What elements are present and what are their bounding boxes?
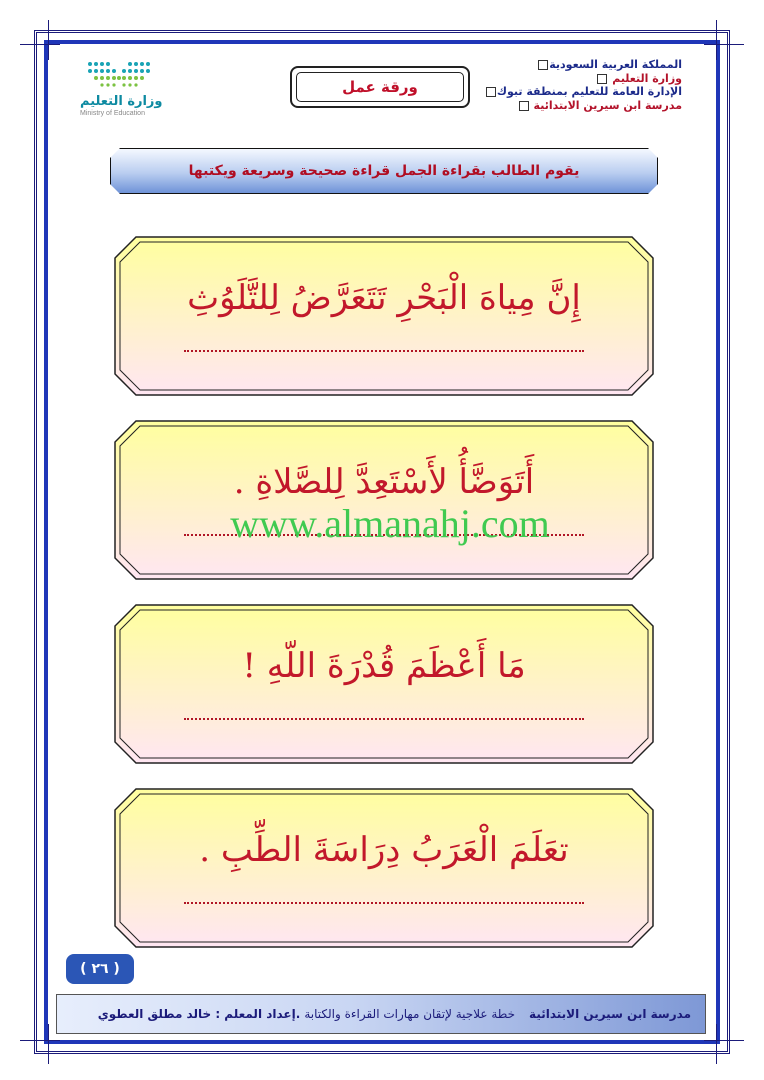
corner-mark — [716, 20, 717, 60]
corner-mark — [704, 44, 744, 45]
footer-plan: خطة علاجية لإتقان مهارات القراءة والكتابة — [304, 1007, 516, 1021]
corner-mark — [20, 44, 60, 45]
checkbox-glyph — [486, 87, 496, 97]
school-header — [462, 58, 682, 112]
sentence-card — [114, 604, 654, 764]
checkbox-glyph — [519, 101, 529, 111]
corner-mark — [48, 1024, 49, 1064]
worksheet-title-box — [290, 66, 470, 108]
header-line-kingdom: المملكة العربية السعودية — [549, 58, 682, 71]
sentence-text: مَا أَعْظَمَ قُدْرَةَ اللّهِ ! — [242, 646, 526, 686]
page-footer — [56, 994, 706, 1034]
ministry-dots-icon — [80, 58, 158, 90]
header-line-school: مدرسة ابن سيرين الابتدائية — [533, 98, 682, 112]
objective-text: يقوم الطالب بقراءة الجمل قراءة صحيحة وسريعة ويكتبها — [188, 163, 580, 179]
sentence-card — [114, 788, 654, 948]
ministry-name-ar: وزارة التعليم — [80, 94, 163, 109]
writing-line[interactable] — [184, 350, 584, 352]
ministry-name-en: Ministry of Education — [80, 110, 145, 117]
website-watermark: www.almanahj.com — [230, 501, 550, 546]
sentence-text: تعَلَمَ الْعَرَبُ دِرَاسَةَ الطِّبِ . — [199, 830, 569, 870]
header-line-ministry: وزارة التعليم — [612, 71, 682, 85]
corner-mark — [48, 20, 49, 60]
footer-school: مدرسة ابن سيرين الابتدائية — [529, 1007, 691, 1021]
worksheet-title: ورقة عمل — [342, 78, 418, 96]
header-line-directorate: الإدارة العامة للتعليم بمنطقة تبوك — [496, 85, 682, 98]
writing-line[interactable] — [184, 902, 584, 904]
corner-mark — [20, 1040, 60, 1041]
corner-mark — [716, 1024, 717, 1064]
corner-mark — [704, 1040, 744, 1041]
sentence-card — [114, 236, 654, 396]
sentence-text: إِنَّ مِياهَ الْبَحْرِ تَتَعَرَّضُ لِلتَّلَوُثِ — [187, 278, 581, 318]
checkbox-glyph — [597, 74, 607, 84]
objective-banner — [110, 148, 658, 194]
footer-teacher: .إعداد المعلم : خالد مطلق العطوي — [97, 1007, 301, 1021]
ministry-logo — [80, 58, 170, 122]
sentence-text: أَتَوَضَّأُ لأَسْتَعِدَّ لِلصَّلاةِ . — [233, 462, 535, 502]
page-number-badge: ( ٢٦ ) — [66, 954, 134, 984]
writing-line[interactable] — [184, 718, 584, 720]
checkbox-glyph — [538, 60, 548, 70]
